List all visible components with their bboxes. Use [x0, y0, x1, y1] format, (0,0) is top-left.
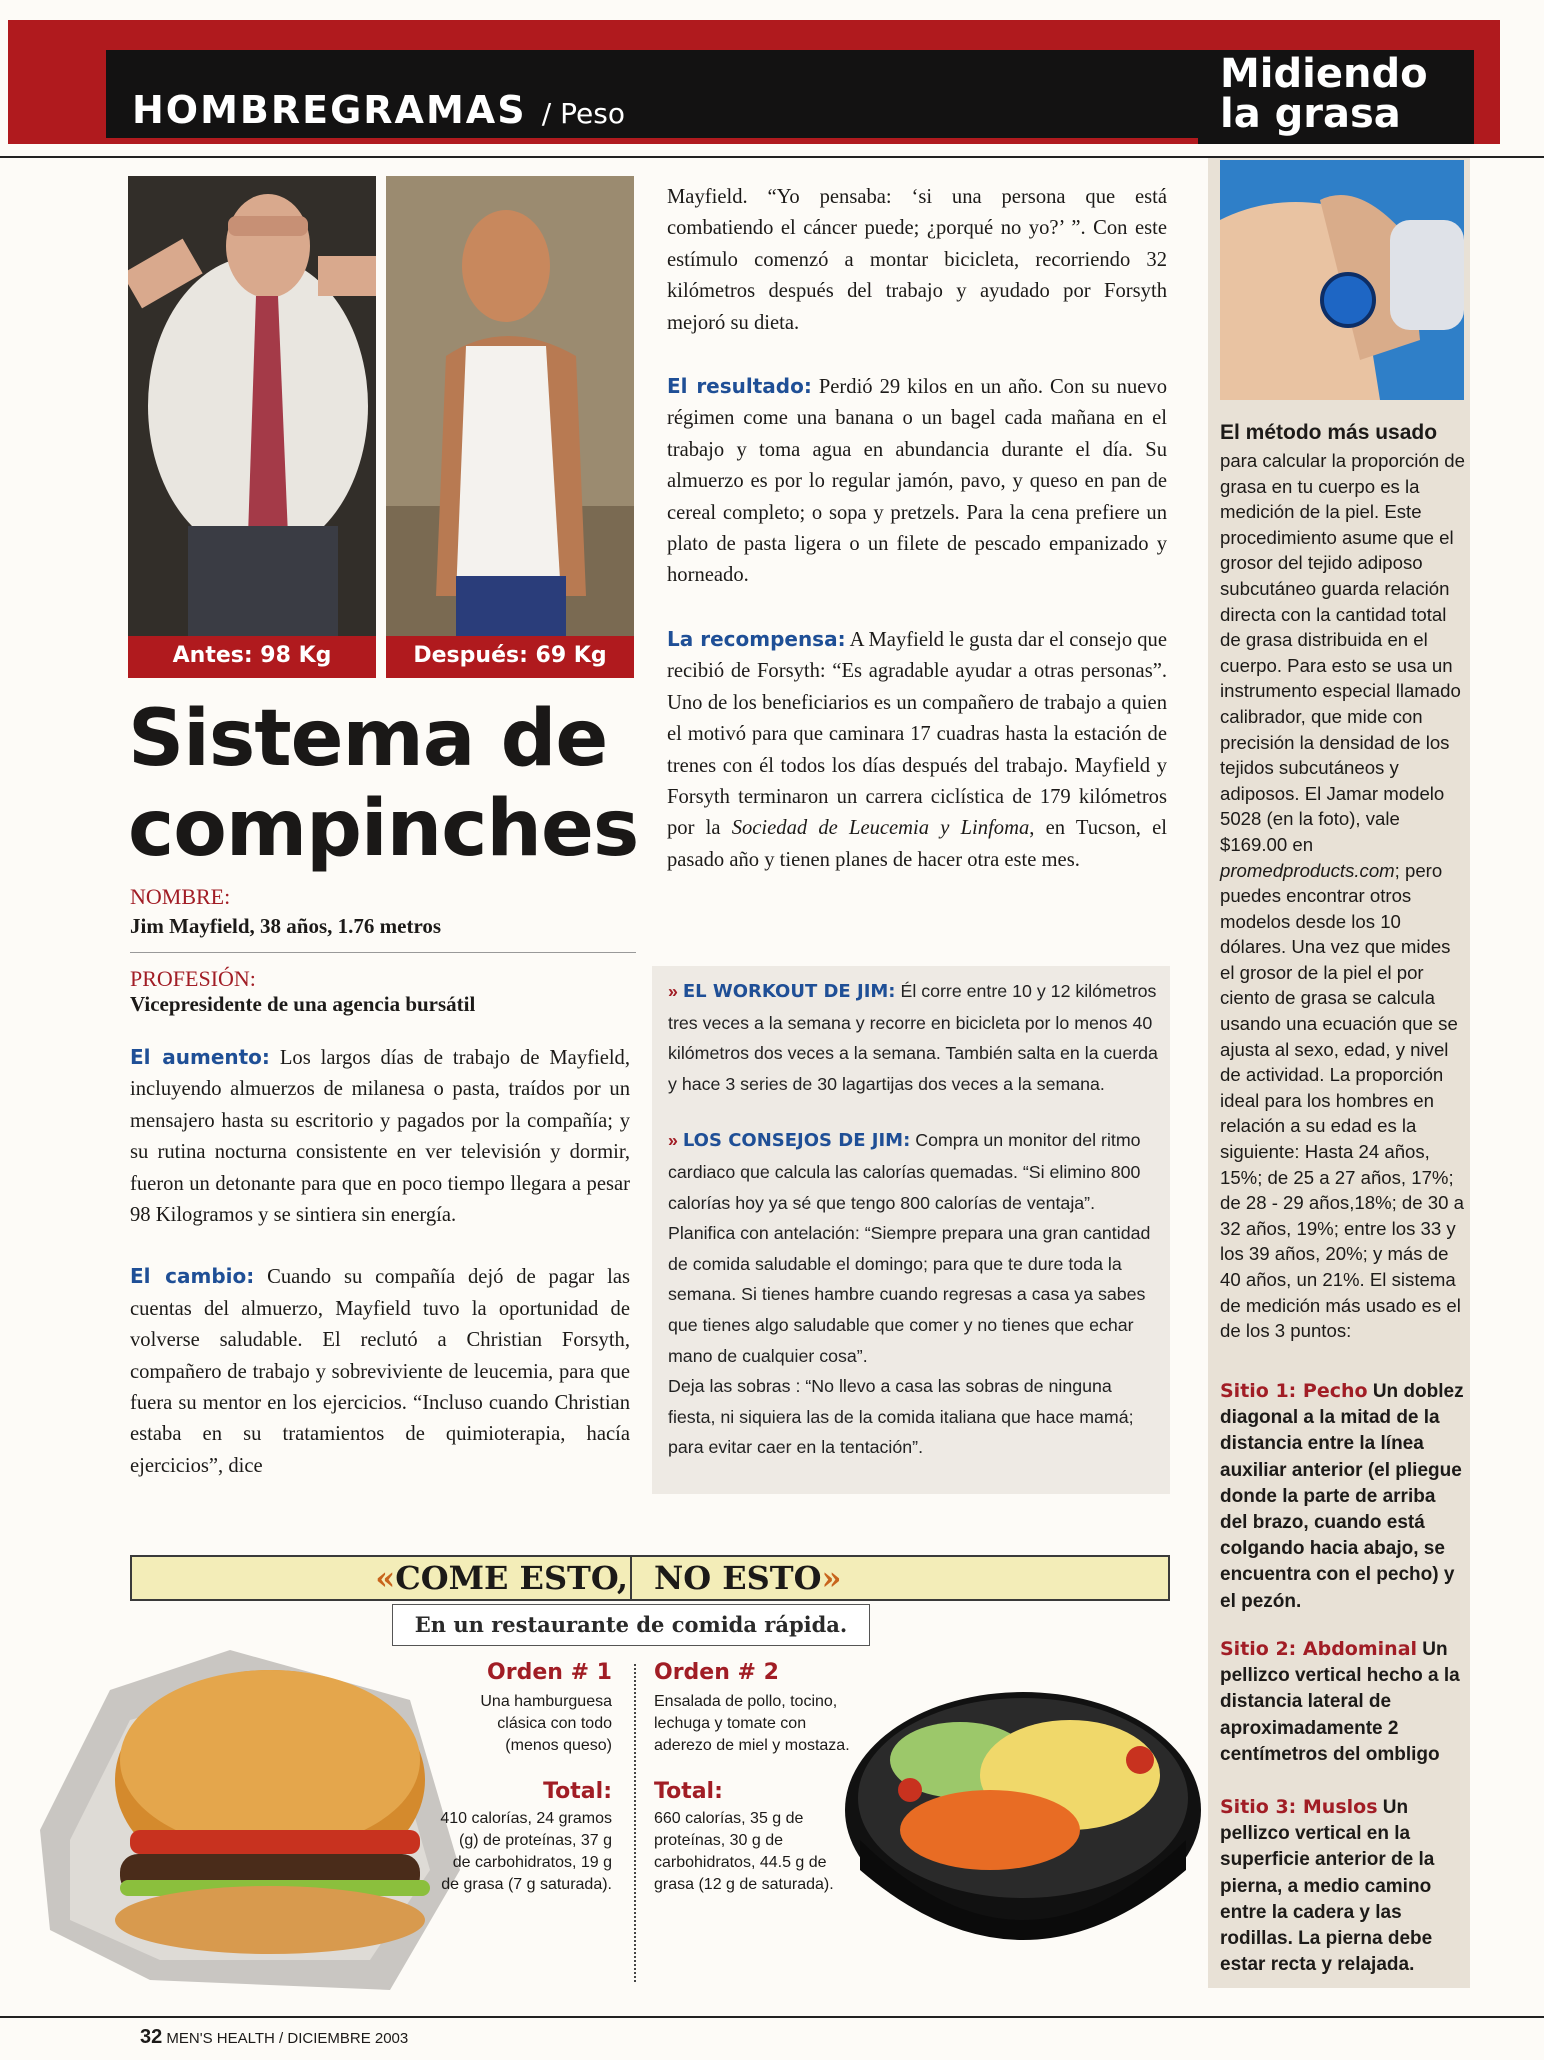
sidebar-title-line-2: la grasa	[1220, 91, 1401, 137]
sitio-1-title: Sitio 1: Pecho	[1220, 1380, 1368, 1402]
right-guillemet-icon: »	[821, 1559, 842, 1597]
sidebar-title-line-1: Midiendo	[1220, 51, 1428, 97]
orders-dotted-divider	[634, 1664, 636, 1982]
workout-paragraph	[668, 976, 1162, 1099]
subsection-name: Peso	[560, 97, 625, 130]
order-1-desc: Una hamburguesa clásica con todo (menos queso)	[480, 1693, 612, 1754]
profesion-block	[130, 966, 650, 1017]
order-2-title: Orden # 2	[654, 1660, 779, 1685]
caliper-photo	[1220, 160, 1464, 400]
paragraph-resultado	[667, 371, 1167, 592]
column-2-body	[667, 182, 1167, 876]
recompensa-text-1: A Mayfield le gusta dar el consejo que recibió de Forsyth: “Es agradable ayudar a otras personas”. Uno de los beneficiarios es un compañero de trabajo a quien el motivó para que caminara 17 cuadras hasta la estación de trenes con él todos los días después del trabajo. Mayfield y Forsyth terminaron un carrera ciclística de 179 kilómetros por la	[667, 628, 1167, 840]
comparison-title-bar	[130, 1555, 1170, 1601]
jim-box-text	[668, 976, 1162, 1463]
sobras-paragraph: Deja las sobras : “No llevo a casa las sobras de ninguna fiesta, ni siquiera las de la comida italiana que hace mamá; para evitar caer en la tentación”.	[668, 1376, 1134, 1458]
before-caption: Antes: 98 Kg	[128, 636, 376, 678]
aumento-keyword: El aumento:	[130, 1045, 270, 1069]
sidebar-title	[1220, 51, 1470, 137]
cambio-keyword: El cambio:	[130, 1264, 255, 1289]
profesion-value: Vicepresidente de una agencia bursátil	[130, 992, 476, 1016]
after-caption: Después: 69 Kg	[386, 636, 634, 678]
consejos-chevron-icon: »	[668, 1130, 678, 1151]
come-esto-text: COME ESTO,	[395, 1559, 628, 1597]
comparison-title-left	[310, 1560, 628, 1596]
section-slash: /	[541, 97, 561, 130]
resultado-text: Perdió 29 kilos en un año. Con su nuevo régimen come una banana o un bagel cada mañana en el trabajo y toma agua en abundancia durante el día. Su almuerzo es por lo regular jamón, pavo, y queso en pan de cereal completo; o sopa y pretzels. Para la cena prefiere un plato de pasta ligera o un filete de pescado empanizado y horneado.	[667, 376, 1167, 587]
caliper-illustration	[1220, 160, 1464, 400]
paragraph-aumento	[130, 1042, 630, 1231]
order-1-total-label: Total:	[543, 1779, 612, 1804]
profesion-label: PROFESIÓN:	[130, 966, 256, 991]
headline-line-1: Sistema de	[128, 694, 608, 784]
burger-image	[30, 1630, 470, 2000]
consejos-text: Compra un monitor del ritmo cardiaco que calcula las calorías quemadas. “Si elimino 800 calorías hoy ya sé que tengo 800 calorías de ventaja”. Planifica con antelación: “Siempre prepara una gran cantidad de comida saludable el domingo; para que te dure toda la semana. Si tienes hambre cuando regresas a casa ya sabes que tienes algo saludable que comer y no tienes que echar mano de cualquier cosa”.	[668, 1130, 1151, 1366]
recompensa-italic: Sociedad de Leucemia y Linfoma	[731, 817, 1030, 840]
after-photo-illustration	[386, 176, 634, 638]
workout-chevron-icon: »	[668, 981, 678, 1001]
column-1-body	[130, 1042, 630, 1482]
section-title	[132, 88, 625, 132]
consejos-paragraph	[668, 1125, 1162, 1371]
sitio-3-text: Un pellizco vertical en la superficie anterior de la pierna, a medio camino entre la cadera y las rodillas. La pierna debe estar recta y relajada.	[1220, 1797, 1435, 1976]
recompensa-text-2: , en Tucson, el pasado año y tienen planes de hacer otra este mes.	[667, 817, 1167, 871]
nombre-block	[130, 884, 630, 939]
salad-illustration	[840, 1680, 1206, 2000]
order-1-title: Orden # 1	[487, 1660, 612, 1685]
comparison-subtitle: En un restaurante de comida rápida.	[392, 1604, 870, 1646]
order-2	[654, 1660, 854, 1896]
workout-text: Él corre entre 10 y 12 kilómetros tres veces a la semana y recorre en bicicleta por lo menos 40 kilómetros dos veces a la semana. También salta en la cuerda y hace 3 series de 30 lagartijas dos veces a la semana.	[668, 981, 1158, 1094]
left-guillemet-icon: «	[375, 1559, 396, 1597]
salad-image	[840, 1680, 1206, 2000]
sidebar-lead-text-1: para calcular la proporción de grasa en tu cuerpo es la medición de la piel. Este procedimiento asume que el grosor del tejido adiposo subcutáneo guarda relación directa con la cantidad total de grasa distribuida en el cuerpo. Para esto se usa un instrumento especial llamado calibrador, que mide con precisión la densidad de los tejidos subcutáneos y adiposos. El Jamar modelo 5028 (en la foto), vale $169.00 en	[1220, 450, 1465, 855]
workout-keyword: EL WORKOUT DE JIM:	[682, 981, 896, 1002]
after-photo	[386, 176, 634, 638]
sitio-2-text: Un pellizco vertical hecho a la distancia lateral de aproximadamente 2 centímetros del ombligo	[1220, 1639, 1460, 1765]
headline-line-2: compinches	[128, 784, 639, 874]
nombre-value: Jim Mayfield, 38 años, 1.76 metros	[130, 914, 442, 938]
burger-illustration	[30, 1630, 470, 2000]
nombre-label: NOMBRE:	[130, 884, 231, 909]
before-photo	[128, 176, 376, 638]
comparison-title-right	[654, 1560, 954, 1596]
sitio-3-title: Sitio 3: Muslos	[1220, 1796, 1378, 1818]
sitio-1	[1220, 1378, 1466, 1615]
order-2-total-label: Total:	[654, 1779, 723, 1804]
divider	[130, 952, 636, 953]
footer	[140, 2026, 408, 2049]
order-1	[440, 1660, 612, 1896]
sidebar-lead-bold: El método más usado	[1220, 421, 1438, 444]
sitio-1-text: Un doblez diagonal a la mitad de la distancia entre la línea auxiliar anterior (el pliegue donde la parte de arriba del brazo, cuando está colgando hacia abajo, se encuentra con el pecho) y el pezón.	[1220, 1381, 1464, 1612]
sidebar-body	[1220, 418, 1466, 1344]
recompensa-keyword: La recompensa:	[667, 626, 846, 651]
sitio-2-title: Sitio 2: Abdominal	[1220, 1638, 1418, 1660]
sitio-2	[1220, 1636, 1466, 1768]
cambio-text: Cuando su compañía dejó de pagar las cuentas del almuerzo, Mayfield tuvo la oportunidad de volverse saludable. El reclutó a Christian Forsyth, compañero de trabajo y sobreviviente de leucemia, para que fuera su mentor en los ejercicios. “Incluso cuando Christian estaba en su tratamientos de quimioterapia, hacía ejercicios”, dice	[130, 1266, 630, 1477]
publication-line: MEN'S HEALTH / DICIEMBRE 2003	[166, 2030, 409, 2047]
sidebar-lead-italic: promedproducts.com	[1220, 859, 1395, 881]
order-2-desc: Ensalada de pollo, tocino, lechuga y tomate con aderezo de miel y mostaza.	[654, 1693, 850, 1754]
page-number: 32	[140, 2026, 163, 2048]
paragraph-recompensa	[667, 624, 1167, 876]
order-1-total: 410 calorías, 24 gramos (g) de proteínas, 37 g de carbohidratos, 19 g de grasa (7 g saturada).	[440, 1810, 612, 1893]
paragraph-col2-intro: Mayfield. “Yo pensaba: ‘si una persona que está combatiendo el cáncer puede; ¿porqué no yo?’ ”. Con este estímulo comenzó a montar bicicleta, recorriendo 32 kilómetros después del trabajo y ayudado por Forsyth mejoró su dieta.	[667, 186, 1167, 334]
consejos-keyword: LOS CONSEJOS DE JIM:	[682, 1130, 911, 1152]
sidebar-lead-text-2: ; pero puedes encontrar otros modelos desde los 10 dólares. Una vez que mides el grosor de la piel el por ciento de grasa se calcula usando una ecuación que se ajusta al sexo, edad, y nivel de actividad. La proporción ideal para los hombres en relación a su edad es la siguiente: Hasta 24 años, 15%; de 25 a 27 años, 17%; de 28 - 29 años,18%; de 30 a 32 años, 19%; entre los 33 y los 39 años, 20%; y más de 40 años, un 21%. El sistema de medición más usado es el de los 3 puntos:	[1220, 859, 1464, 1342]
sitio-3	[1220, 1794, 1466, 1978]
before-photo-illustration	[128, 176, 376, 638]
resultado-keyword: El resultado:	[667, 374, 812, 399]
aumento-text: Los largos días de trabajo de Mayfield, incluyendo almuerzos de milanesa o pasta, traídos por un mensajero hasta su escritorio y pagados por la compañía; y su rutina nocturna consistente en ver televisión y dormir, fueron un detonante para que en poco tiempo llegara a pesar 98 Kilogramos y se sintiera sin energía.	[130, 1047, 630, 1227]
paragraph-cambio	[130, 1261, 630, 1482]
headline	[128, 694, 658, 874]
comparison-title-divider	[630, 1555, 632, 1601]
no-esto-text: NO ESTO	[654, 1559, 822, 1597]
section-name: HOMBREGRAMAS	[132, 88, 527, 132]
footer-rule	[0, 2016, 1544, 2018]
order-2-total: 660 calorías, 35 g de proteínas, 30 g de carbohidratos, 44.5 g de grasa (12 g de saturada).	[654, 1810, 834, 1893]
